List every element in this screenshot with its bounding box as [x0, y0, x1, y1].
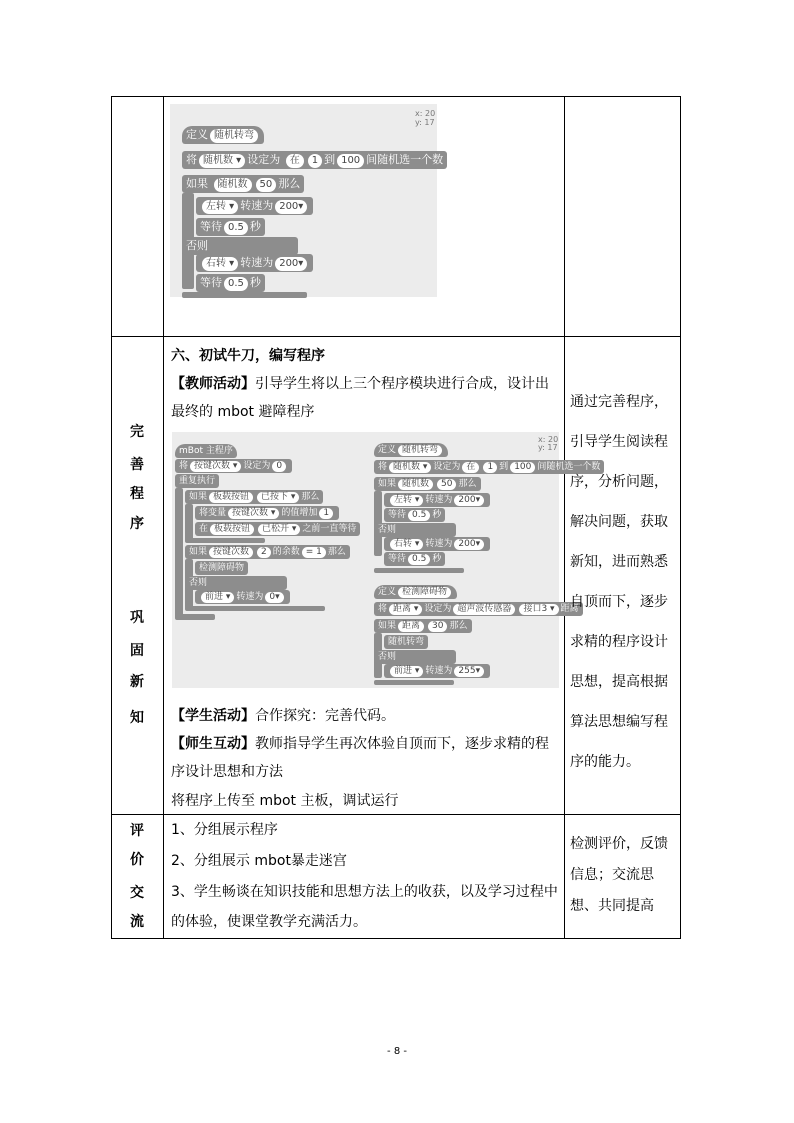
- detect-obstacle-call: 检测障碍物: [195, 561, 248, 575]
- wait-keyword-3: 等待: [388, 510, 407, 520]
- purpose-line-4: 解决问题，获取: [570, 514, 668, 530]
- purpose-line-9: 算法思想编写程: [570, 714, 668, 730]
- if-block-footer: [182, 292, 307, 298]
- change-keyword: 将变量: [199, 508, 227, 518]
- label-consolidate-1: 巩: [130, 610, 144, 626]
- speed-text-2: 转速为: [240, 256, 274, 269]
- wait-value-2: 0.5: [224, 277, 248, 291]
- label-improve-1: 完: [130, 424, 144, 440]
- set-to-text-4: 设定为: [424, 604, 452, 614]
- speed-200-2: 200▾: [454, 539, 484, 550]
- define-name: 随机转弯: [210, 129, 258, 143]
- distance-if-footer: [374, 680, 454, 685]
- random-variable-dropdown: 随机数 ▾: [389, 462, 431, 473]
- coord-y-readout: y: 17: [415, 118, 435, 127]
- mod-if-block: [185, 545, 350, 559]
- speed-value: 200▾: [275, 200, 307, 214]
- then-keyword-4: 那么: [458, 479, 477, 489]
- row-divider-2: [111, 814, 681, 815]
- speed-text: 转速为: [240, 199, 274, 212]
- pick-random-text: 间随机选一个数: [366, 153, 444, 166]
- change-variable-dropdown: 按键次数 ▾: [228, 508, 279, 519]
- mod-equals: = 1: [302, 547, 326, 558]
- right-turn-block-2: [384, 537, 490, 551]
- eval-purpose-line-3: 想、共同提高: [570, 898, 654, 914]
- forever-block: 重复执行: [175, 474, 219, 488]
- to-text-2: 到: [499, 462, 509, 472]
- init-counter-block: [175, 459, 292, 473]
- forever-footer: [175, 614, 215, 620]
- right-dropdown-2: 右转 ▾: [390, 539, 423, 550]
- eval-purpose-line-1: 检测评价，反馈: [570, 836, 668, 852]
- detect-obstacle-name: 检测障碍物: [398, 587, 451, 598]
- wait-keyword-2: 等待: [200, 276, 222, 289]
- purpose-line-6: 自顶而下，逐步: [570, 594, 668, 610]
- right-dropdown: 右转 ▾: [202, 257, 238, 271]
- upload-line: 将程序上传至 mbot 主板，调试运行: [171, 793, 399, 809]
- set-keyword-3: 将: [378, 462, 388, 472]
- mod-text: 的余数: [272, 547, 300, 557]
- set-to-text-3: 设定为: [433, 462, 461, 472]
- condition-value: 50: [256, 178, 277, 192]
- speed-zero: 0▾: [265, 592, 283, 603]
- section-heading: 六、初试牛刀，编写程序: [171, 348, 325, 364]
- label-consolidate-4: 知: [130, 710, 144, 726]
- speed-text-4: 转速为: [425, 495, 453, 505]
- label-consolidate-2: 固: [130, 643, 144, 659]
- distance-variable-dropdown: 距离 ▾: [389, 604, 422, 615]
- increase-text: 的值增加: [281, 508, 318, 518]
- random-threshold: 50: [437, 479, 456, 490]
- port-dropdown: 接口3 ▾: [519, 604, 558, 615]
- random-set-block: [374, 460, 604, 474]
- label-consolidate-3: 新: [130, 674, 144, 690]
- purpose-line-5: 新知，进而熟悉: [570, 554, 668, 570]
- if-keyword-5: 如果: [378, 621, 397, 631]
- interaction-line-2: 序设计思想和方法: [171, 764, 283, 780]
- evaluation-item-3a: 3、学生畅谈在知识技能和思想方法上的收获，以及学习过程中: [171, 884, 558, 900]
- label-evaluate-2: 价: [130, 852, 144, 868]
- student-activity-text: 合作探究：完善代码。: [255, 708, 395, 724]
- pressed-dropdown: 已按下 ▾: [257, 492, 299, 503]
- purpose-line-1: 通过完善程序，: [570, 394, 668, 410]
- set-variable-block: [182, 151, 447, 169]
- distance-if-block: [374, 619, 472, 633]
- evaluation-item-3b: 的体验，使课堂教学充满活力。: [171, 914, 367, 930]
- label-improve-4: 序: [130, 516, 144, 532]
- page-number: - 8 -: [387, 1046, 407, 1057]
- random-turn-name: 随机转弯: [398, 445, 442, 456]
- define-keyword: 定义: [186, 128, 208, 141]
- increase-value: 1: [319, 508, 333, 519]
- forward-dropdown-2: 前进 ▾: [390, 666, 423, 677]
- forever-arm: [175, 488, 183, 618]
- define-keyword-2: 定义: [378, 445, 397, 455]
- left-turn-block-2: [384, 493, 490, 507]
- student-activity-tag: 【学生活动】: [171, 708, 255, 724]
- wait-block-4: [384, 552, 445, 566]
- teacher-activity-line-1: [171, 376, 549, 392]
- lesson-table: [111, 96, 681, 939]
- if-keyword: 如果: [186, 177, 208, 190]
- if-keyword-4: 如果: [378, 479, 397, 489]
- seconds-text-3: 秒: [432, 510, 442, 520]
- coord-y-readout-2: y: 17: [538, 443, 558, 452]
- table-border-bottom: [111, 938, 681, 939]
- set-keyword-2: 将: [179, 461, 189, 471]
- coord-x-readout-2: x: 20: [538, 435, 559, 444]
- then-keyword: 那么: [278, 177, 301, 190]
- button-if-block: [185, 490, 323, 504]
- else-block-4: 否则: [374, 650, 456, 664]
- forward-block-2: [384, 664, 490, 678]
- at-text-2: 在: [462, 462, 479, 473]
- evaluation-item-2: 2、分组展示 mbot暴走迷宫: [171, 853, 347, 869]
- speed-text-3: 转速为: [236, 592, 264, 602]
- random-min: 1: [483, 462, 497, 473]
- released-dropdown: 已松开 ▾: [258, 524, 300, 535]
- forward-block: [195, 590, 290, 604]
- to-text: 到: [324, 153, 336, 166]
- wait-block-1: [196, 218, 265, 236]
- speed-255: 255▾: [454, 666, 484, 677]
- button-if-footer: [185, 538, 265, 543]
- speed-value-2: 200▾: [275, 257, 307, 271]
- mod-variable: 按键次数: [209, 547, 253, 558]
- teacher-activity-tag: 【教师活动】: [171, 376, 255, 392]
- change-counter-block: [195, 506, 339, 520]
- interaction-text-1: 教师指导学生再次体验自顶而下，逐步求精的程: [255, 736, 549, 752]
- else-block: [182, 237, 298, 255]
- label-improve-3: 程: [130, 486, 144, 502]
- wait-half: 0.5: [408, 510, 430, 521]
- then-keyword-2: 那么: [301, 492, 320, 502]
- interaction-line-1: [171, 736, 549, 752]
- random-if-footer: [374, 568, 464, 573]
- interaction-tag: 【师生互动】: [171, 736, 255, 752]
- random-max: 100: [510, 462, 535, 473]
- combined-program-screenshot: [172, 432, 601, 688]
- in-keyword: 在: [199, 524, 209, 534]
- coord-x-readout: x: 20: [415, 109, 436, 118]
- define-random-turn-hat: [374, 443, 448, 457]
- random-if-block: [374, 477, 481, 491]
- main-program-hat: mBot 主程序: [175, 444, 237, 458]
- seconds-text-4: 秒: [432, 554, 442, 564]
- left-dropdown-2: 左转 ▾: [390, 495, 423, 506]
- random-turn-call: 随机转弯: [384, 635, 428, 649]
- max-value: 100: [337, 154, 364, 168]
- seconds-text: 秒: [249, 220, 261, 233]
- speed-text-5: 转速为: [425, 539, 453, 549]
- col-divider-2: [564, 96, 565, 939]
- onboard-button: 板载按钮: [209, 492, 253, 503]
- col-divider-1: [163, 96, 164, 939]
- then-keyword-3: 那么: [327, 547, 346, 557]
- min-value: 1: [308, 154, 322, 168]
- wait-until-block: [195, 522, 360, 536]
- label-evaluate-1: 评: [130, 823, 144, 839]
- label-evaluate-4: 流: [130, 914, 144, 930]
- eval-purpose-line-2: 信息；交流思: [570, 867, 654, 883]
- if-keyword-2: 如果: [189, 492, 208, 502]
- distance-set-block: [374, 602, 583, 616]
- label-evaluate-3: 交: [130, 885, 144, 901]
- at-text: 在: [286, 154, 304, 168]
- press-count-dropdown: 按键次数 ▾: [190, 461, 241, 472]
- condition-variable: 随机数: [214, 178, 252, 192]
- if-keyword-3: 如果: [189, 547, 208, 557]
- teacher-activity-text-1: 引导学生将以上三个程序模块进行合成，设计出: [255, 376, 549, 392]
- onboard-button-2: 板载按钮: [210, 524, 254, 535]
- purpose-line-8: 思想，提高根据: [570, 674, 668, 690]
- set-variable-dropdown: 随机数 ▾: [199, 154, 245, 168]
- table-border-top: [111, 96, 681, 97]
- wait-keyword-4: 等待: [388, 554, 407, 564]
- wait-value: 0.5: [224, 221, 248, 235]
- else-keyword: 否则: [186, 239, 208, 252]
- teacher-activity-line-2: 最终的 mbot 避障程序: [171, 404, 315, 420]
- random-turn-code-screenshot: [170, 104, 444, 297]
- mod-divisor: 2: [257, 547, 271, 558]
- define-keyword-3: 定义: [378, 587, 397, 597]
- speed-200: 200▾: [454, 495, 484, 506]
- label-improve-2: 善: [130, 457, 144, 473]
- speed-text-6: 转速为: [425, 666, 453, 676]
- init-value: 0: [272, 461, 286, 472]
- turn-right-block: [196, 254, 313, 272]
- distance-variable: 距离: [398, 621, 424, 632]
- purpose-line-7: 求精的程序设计: [570, 634, 668, 650]
- if-else-block: [182, 175, 304, 193]
- distance-text: 距离: [560, 604, 579, 614]
- pick-random-text-2: 间随机选一个数: [537, 462, 601, 472]
- wait-keyword: 等待: [200, 220, 222, 233]
- wait-block-2: [196, 274, 265, 292]
- student-activity-line: [171, 708, 395, 724]
- seconds-text-2: 秒: [249, 276, 261, 289]
- table-border-right: [680, 96, 681, 939]
- purpose-line-3: 序，分析问题，: [570, 474, 668, 490]
- set-keyword: 将: [186, 153, 197, 166]
- random-variable: 随机数: [398, 479, 433, 490]
- define-block: [182, 126, 264, 144]
- evaluation-item-1: 1、分组展示程序: [171, 822, 278, 838]
- turn-left-block: [196, 197, 313, 215]
- left-dropdown: 左转 ▾: [202, 200, 238, 214]
- define-detect-hat: [374, 585, 457, 599]
- purpose-line-10: 序的能力。: [570, 754, 640, 770]
- set-to-text: 设定为: [247, 153, 281, 166]
- forward-dropdown: 前进 ▾: [201, 592, 234, 603]
- button-if-arm: [185, 504, 193, 542]
- then-keyword-5: 那么: [449, 621, 468, 631]
- set-to-text-2: 设定为: [243, 461, 271, 471]
- distance-threshold: 30: [428, 621, 447, 632]
- set-keyword-4: 将: [378, 604, 388, 614]
- row-divider-1: [111, 336, 681, 337]
- wait-block-3: [384, 508, 445, 522]
- else-block-3: 否则: [374, 523, 456, 537]
- wait-half-2: 0.5: [408, 554, 430, 565]
- purpose-line-2: 引导学生阅读程: [570, 434, 668, 450]
- wait-until-text: 之前一直等待: [302, 524, 357, 534]
- ultrasonic-sensor: 超声波传感器: [453, 604, 515, 615]
- mod-if-footer: [185, 606, 325, 611]
- else-block-2: 否则: [185, 576, 287, 590]
